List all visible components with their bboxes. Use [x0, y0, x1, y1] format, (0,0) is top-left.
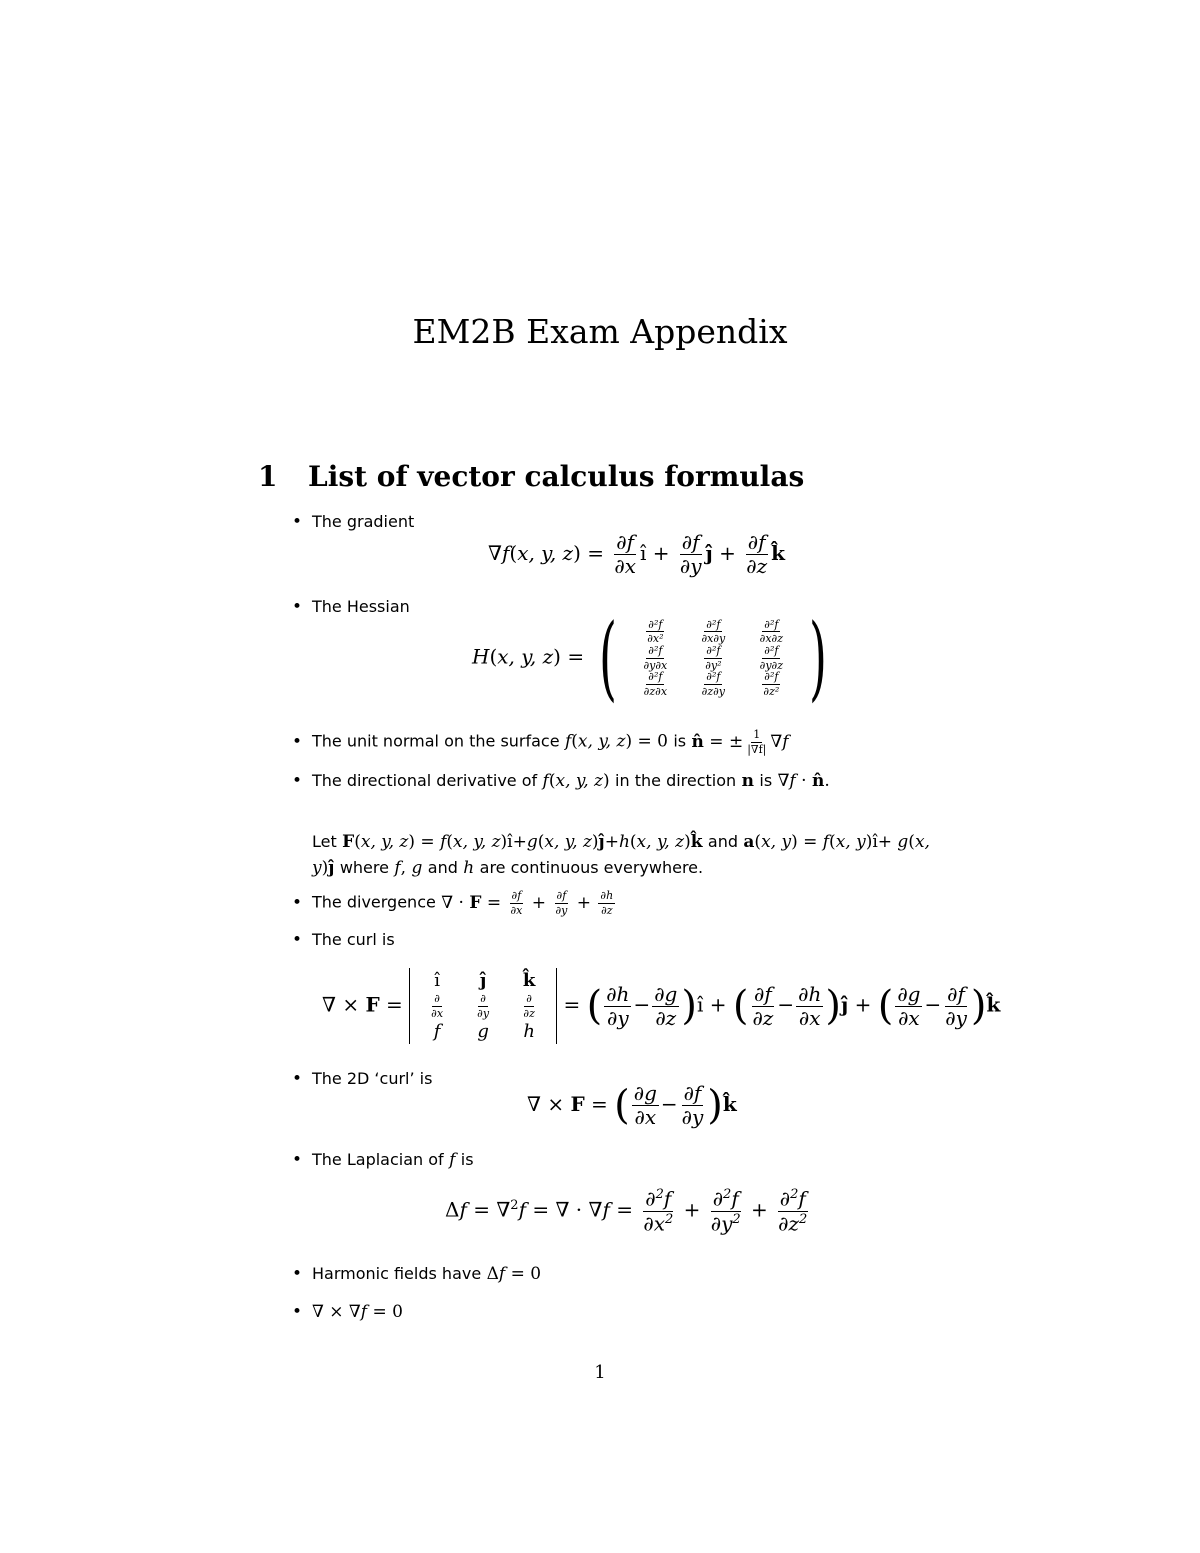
section-title: List of vector calculus formulas [308, 460, 805, 493]
section-heading [258, 460, 804, 493]
section-number: 1 [258, 460, 278, 493]
curl-2d-formula: ∇ × F = ( $\frac{\partial g}{\partial x}$ − $\frac{\partial f}{\partial y}$ )k̂ [527, 1081, 737, 1129]
laplacian-formula: Δf = ∇$^2$f = ∇ · ∇f = $\frac{\partial^2f}{\partial x^2}$ + $\frac{\partial^2f}{\partial y^2}$ + $\frac{\partial^2f}{\partial z^2}$ [445, 1186, 808, 1236]
list-item-curl: • The curl is [292, 930, 395, 950]
page-number: 1 [594, 1362, 606, 1383]
gradient-formula: ∇f(x, y, z) = $\frac{\partial f}{\partial x}$ î + $\frac{\partial f}{\partial y}$ ĵ + $\frac{\partial f}{\partial z}$ k̂ [488, 530, 785, 578]
list-item-directional-derivative: • The directional derivative of f(x, y, z) in the direction n is ∇f · n̂. [292, 771, 830, 791]
list-item-curl-of-gradient: • ∇ × ∇f = 0 [292, 1302, 403, 1322]
document-title: EM2B Exam Appendix [412, 312, 788, 351]
list-item-harmonic: • Harmonic fields have Δf = 0 [292, 1264, 542, 1284]
list-item-hessian: • The Hessian [292, 597, 410, 617]
definition-paragraph: Let F(x, y, z) = f(x, y, z)î+g(x, y, z)ĵ+h(x, y, z)k̂ and a(x, y) = f(x, y)î+ g(x, y)ĵ where f, g and h are continuous everywhere. [312, 832, 930, 878]
list-item-unit-normal: • The unit normal on the surface f(x, y, z) = 0 is n̂ = ± $\frac{1}{|\nabla f|}$ ∇f [292, 728, 789, 756]
list-item-divergence: • The divergence ∇ · F = $\frac{\partial f}{\partial x}$ + $\frac{\partial f}{\partial y}$ + $\frac{\partial h}{\partial z}$ [292, 889, 614, 917]
list-item-2d-curl: • The 2D ‘curl’ is [292, 1069, 433, 1089]
list-item-gradient: • The gradient [292, 512, 415, 532]
hessian-formula: H(x, y, z) = ( $\frac{\text{∂²f}}{\text{∂x²}}$ $\frac{\text{∂²f}}{\partial x\partial y}$ $\frac{\text{∂²f}}{\partial x\partial z}$ $\frac{\text{∂²f}}{\partial y\partial x}$ $\frac{\text{∂²f}}{\text{∂y²}}$ $\frac{\text{∂²f}}{\partial y\partial z}$ $\frac{\text{∂²f}}{\partial z\partial x}$ $\frac{\text{∂²f}}{\partial z\partial y}$ $\frac{\text{∂²f}}{\text{∂z²}}$ ) [472, 604, 828, 711]
list-item-laplacian: • The Laplacian of f is [292, 1150, 474, 1170]
curl-formula: ∇ × F = î ĵ k̂ $\frac{\partial}{\partial x}$ $\frac{\partial}{\partial y}$ $\frac{\partial}{\partial z}$ f g h = ( $\frac{\partial h}{\partial y}$ − $\frac{\partial g}{\partial z}$ )î + ( $\frac{\partial f}{\partial z}$ − $\frac{\partial h}{\partial x}$ )ĵ + ( $\frac{\partial g}{\partial x}$ − $\frac{\partial f}{\partial y}$ )k̂ [322, 970, 1001, 1043]
